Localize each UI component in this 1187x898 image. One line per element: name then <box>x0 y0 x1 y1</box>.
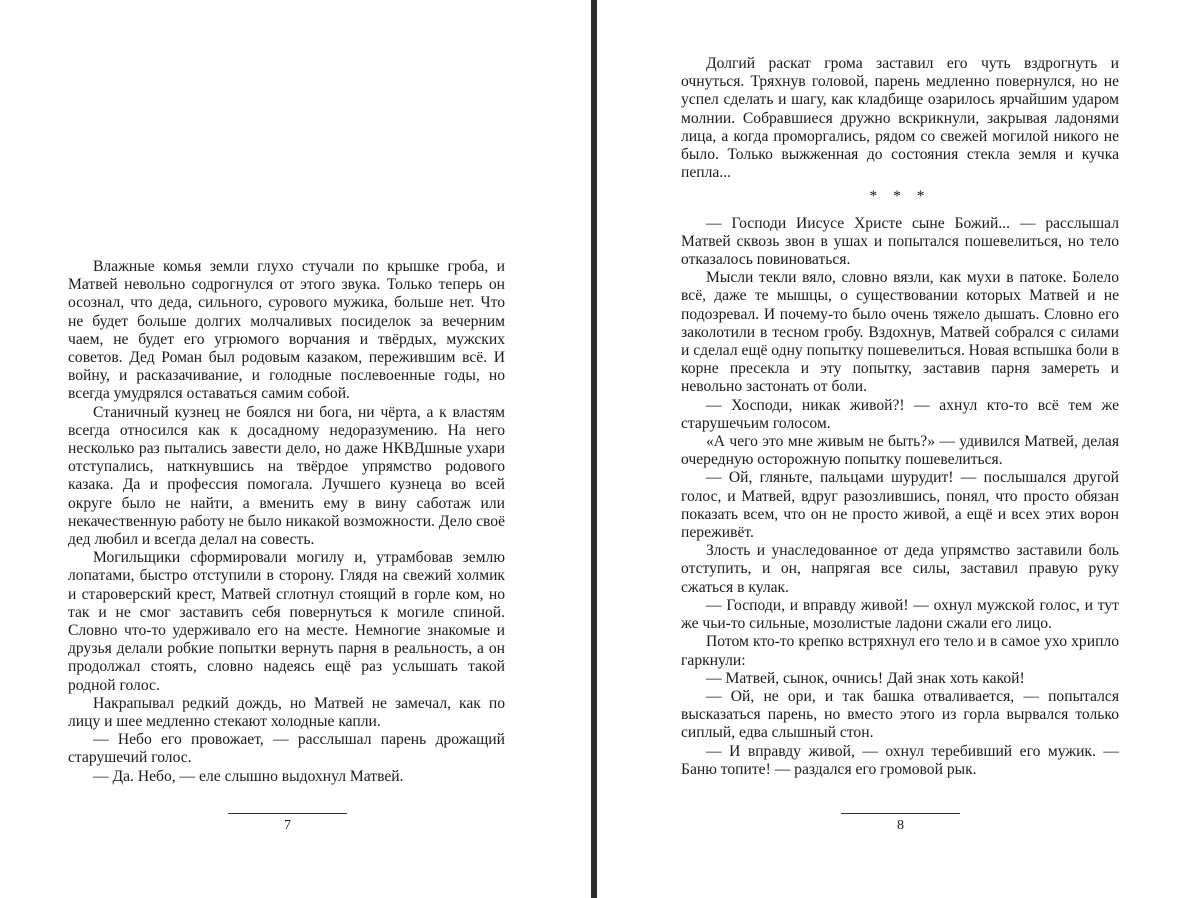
paragraph: — Ой, не ори, и так башка отваливается, — попытался высказаться парень, но вместо этого из горла вырвался только сиплый, едва слышный стон. <box>681 687 1119 742</box>
paragraph: Станичный кузнец не боялся ни бога, ни чёрта, а к властям всегда относился как к досадному недоразумению. На него несколько раз пытались завести дело, но даже НКВДшные ухари отступались, наткнувшись на твёрдое упрямство родового казака. Да и профессия помогала. Лучшего кузнеца во всей округе было не найти, а вменить ему в вину саботаж или некачественную работу не было никакой возможности. Дело своё дед любил и всегда делал на совесть. <box>68 403 505 549</box>
paragraph: — Господи, и вправду живой! — охнул мужской голос, и тут же чьи-то сильные, мозолистые ладони сжали его лицо. <box>681 596 1119 633</box>
paragraph: «А чего это мне живым не быть?» — удивился Матвей, делая очередную осторожную попытку пошевелиться. <box>681 433 1119 469</box>
page-number: 7 <box>284 818 291 833</box>
footer-rule <box>228 813 347 814</box>
paragraph: Влажные комья земли глухо стучали по крышке гроба, и Матвей невольно содрогнулся от этого звука. Только теперь он осознал, что деда, сильного, сурового мужика, больше нет. Что не будет больше долгих молчаливых посиделок за вечерним чаем, не будет его угрюмого ворчания и твёрдых, мужских советов. Дед Роман был родовым казаком, пережившим всё. И войну, и расказачивание, и голодные послевоенные годы, но всегда умудрялся оставаться самим собой. <box>68 258 505 403</box>
paragraph: Мысли текли вяло, словно вязли, как мухи в патоке. Болело всё, даже те мышцы, о существовании которых Матвей и не подозревал. И почему-то было очень тяжело дышать. Словно его заколотили в тесном гробу. Вздохнув, Матвей собрался с силами и сделал ещё одну попытку пошевелиться. Новая вспышка боли в корне пресекла и эту попытку, заставив парня замереть и невольно застонать от боли. <box>681 269 1119 396</box>
paragraph: — Небо его провожает, — расслышал парень дрожащий старушечий голос. <box>68 731 505 767</box>
paragraph: — Да. Небо, — еле слышно выдохнул Матвей. <box>93 767 404 785</box>
paragraph: Накрапывал редкий дождь, но Матвей не замечал, как по лицу и шее медленно стекают холодные капли. <box>68 694 505 731</box>
left-page <box>0 0 591 898</box>
footer-rule <box>841 813 960 814</box>
section-separator: * * * <box>869 188 931 206</box>
left-page-text <box>68 258 505 786</box>
paragraph: — Матвей, сынок, очнись! Дай знак хоть какой! <box>706 669 1025 687</box>
right-page <box>597 0 1187 898</box>
paragraph: — Хосподи, никак живой?! — ахнул кто-то всё тем же старушечьим голосом. <box>681 396 1119 432</box>
paragraph: — Господи Иисусе Христе сыне Божий... — расслышал Матвей сквозь звон в ушах и попытался пошевелиться, но тело отказалось повиноваться. <box>681 214 1119 269</box>
paragraph: — И вправду живой, — охнул теребивший его мужик. — Баню топите! — раздался его громовой рык. <box>681 742 1119 778</box>
right-page-text <box>681 55 1119 779</box>
paragraph: Долгий раскат грома заставил его чуть вздрогнуть и очнуться. Тряхнув головой, парень медленно повернулся, но не успел сделать и шагу, как кладбище озарилось ярчайшим ударом молнии. Собравшиеся дружно вскрикнули, закрывая ладонями лица, а когда проморгались, рядом со свежей могилой никого не было. Только выжженная до состояния стекла земля и кучка пепла... <box>681 55 1119 182</box>
page-number: 8 <box>897 818 904 833</box>
paragraph: Могильщики сформировали могилу и, утрамбовав землю лопатами, быстро отступили в сторону. Глядя на свежий холмик и староверский крест, Матвей сглотнул стоящий в горле ком, но так и не смог заставить себя повернуться к могиле спиной. Словно что-то удерживало его на месте. Немногие знакомые и друзья делали робкие попытки вернуть парня в реальность, а он продолжал стоять, словно надеясь ещё раз услышать такой родной голос. <box>68 549 505 694</box>
paragraph: Злость и унаследованное от деда упрямство заставили боль отступить, и он, напрягая все силы, заставил правую руку сжаться в кулак. <box>681 542 1119 596</box>
paragraph: — Ой, гляньте, пальцами шурудит! — послышался другой голос, и Матвей, вдруг разозлившись, понял, что просто обязан показать всем, что он не просто живой, а ещё и всех этих ворон переживёт. <box>681 469 1119 542</box>
paragraph: Потом кто-то крепко встряхнул его тело и в самое ухо хрипло гаркнули: <box>681 633 1119 669</box>
